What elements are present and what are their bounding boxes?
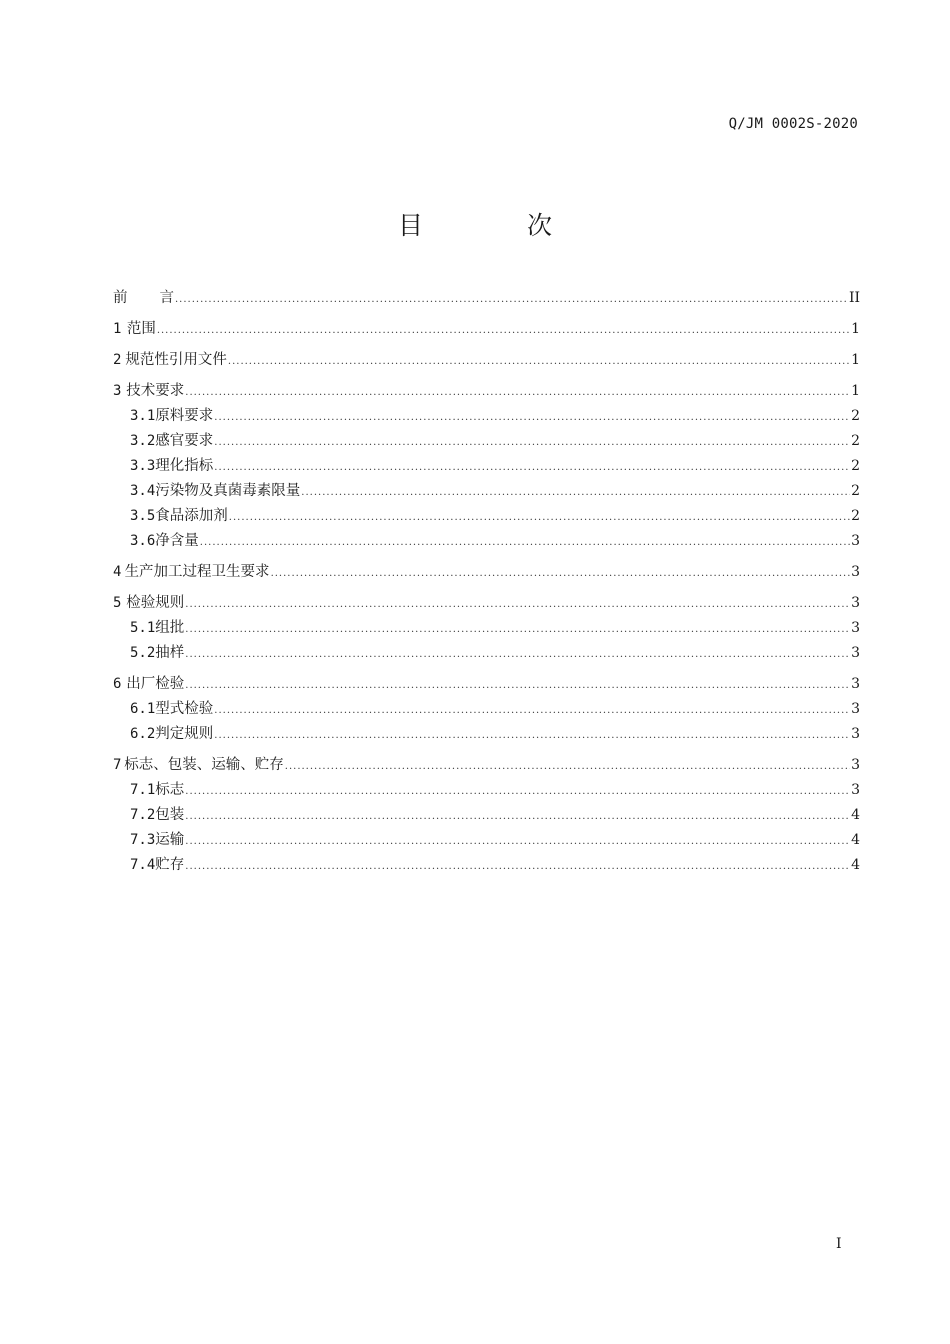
toc-dot-leader [228, 356, 850, 367]
toc-entry[interactable] [113, 479, 860, 504]
toc-entry-number: 7 [113, 757, 122, 773]
toc-entry-page: 4 [851, 807, 860, 823]
toc-entry-page: 2 [851, 433, 860, 449]
toc-entry-label: 原料要求 [155, 408, 214, 424]
toc-entry-number: 1 [113, 321, 122, 337]
toc-entry-page: 3 [851, 676, 860, 692]
toc-dot-leader [301, 487, 850, 498]
toc-dot-leader [185, 861, 850, 872]
toc-entry-label: 标志、包装、运输、贮存 [124, 757, 284, 773]
toc-entry-label: 抽样 [155, 645, 185, 661]
toc-entry[interactable] [113, 697, 860, 722]
toc-entry-number: 3.5 [130, 508, 156, 524]
toc-entry[interactable] [113, 722, 860, 747]
toc-entry-number: 6 [113, 676, 122, 692]
toc-entry-page: 1 [851, 321, 860, 337]
toc-dot-leader [271, 568, 851, 579]
toc-dot-leader [214, 462, 850, 473]
toc-dot-leader [157, 325, 850, 336]
toc-entry-label: 包装 [155, 807, 185, 823]
toc-title: 目 次 [398, 211, 600, 240]
toc-entry-number: 7.2 [130, 807, 156, 823]
toc-entry[interactable] [113, 529, 860, 554]
toc-entry-number: 4 [113, 564, 122, 580]
toc-entry-page: 3 [851, 620, 860, 636]
toc-entry[interactable] [113, 379, 860, 404]
toc-dot-leader [214, 437, 850, 448]
toc-entry-label: 生产加工过程卫生要求 [124, 564, 270, 580]
toc-entry-number: 6.2 [130, 726, 156, 742]
toc-entry-label: 食品添加剂 [155, 508, 228, 524]
toc-entry-page: 2 [851, 458, 860, 474]
toc-dot-leader [175, 294, 848, 305]
toc-entry-label: 贮存 [155, 857, 185, 873]
toc-entry-page: 3 [851, 564, 860, 580]
toc-entry[interactable] [113, 853, 860, 878]
toc-entry-label: 运输 [155, 832, 185, 848]
toc-entry[interactable] [113, 404, 860, 429]
toc-dot-leader [214, 730, 850, 741]
toc-entry-number: 3.2 [130, 433, 156, 449]
toc-entry[interactable] [113, 591, 860, 616]
toc-entry-number: 2 [113, 352, 122, 368]
toc-dot-leader [185, 624, 850, 635]
toc-entry-label: 规范性引用文件 [125, 352, 227, 368]
toc-entry-page: 2 [851, 483, 860, 499]
document-code: Q/JM 0002S-2020 [728, 116, 858, 132]
toc-entry-page: 3 [851, 701, 860, 717]
toc-entry[interactable] [113, 429, 860, 454]
toc-entry-number: 7.4 [130, 857, 156, 873]
toc-entry-label: 标志 [155, 782, 185, 798]
toc-dot-leader [285, 761, 850, 772]
toc-entry[interactable] [113, 672, 860, 697]
toc-entry-number: 3.3 [130, 458, 156, 474]
toc-entry-page: 3 [851, 645, 860, 661]
toc-dot-leader [185, 836, 850, 847]
toc-entry[interactable] [113, 454, 860, 479]
toc-entry[interactable] [113, 560, 860, 585]
toc-entry-page: 1 [851, 352, 860, 368]
toc-dot-leader [214, 705, 850, 716]
toc-entry[interactable] [113, 317, 860, 342]
toc-entry[interactable] [113, 753, 860, 778]
toc-entry-number: 3.1 [130, 408, 156, 424]
toc-entry-label: 感官要求 [155, 433, 214, 449]
toc-dot-leader [185, 680, 850, 691]
toc-entry[interactable] [113, 803, 860, 828]
toc-entry-label: 型式检验 [155, 701, 214, 717]
toc-entry-number: 3 [113, 383, 122, 399]
toc-entry[interactable] [113, 504, 860, 529]
toc-entry-page: 3 [851, 782, 860, 798]
toc-dot-leader [200, 537, 850, 548]
toc-entry-number: 6.1 [130, 701, 156, 717]
toc-entry-page: 2 [851, 408, 860, 424]
toc-entry[interactable] [113, 828, 860, 853]
toc-entry[interactable] [113, 286, 860, 311]
toc-entry-page: 3 [851, 726, 860, 742]
toc-entry-page: 2 [851, 508, 860, 524]
toc-entry-page: II [848, 290, 860, 306]
toc-entry-page: 1 [851, 383, 860, 399]
toc-dot-leader [185, 649, 850, 660]
toc-entry-number: 5 [113, 595, 122, 611]
page-number: I [836, 1236, 842, 1252]
toc-entry-number: 3.6 [130, 533, 156, 549]
toc-entry-label: 技术要求 [126, 383, 185, 399]
toc-entry-number: 7.1 [130, 782, 156, 798]
toc-dot-leader [185, 811, 850, 822]
toc-dot-leader [214, 412, 850, 423]
toc-entry-label: 范围 [126, 321, 156, 337]
toc-entry-label: 组批 [155, 620, 185, 636]
toc-entry-label: 判定规则 [155, 726, 214, 742]
toc-entry-label: 净含量 [155, 533, 199, 549]
toc-dot-leader [185, 599, 850, 610]
toc-entry-label: 出厂检验 [126, 676, 185, 692]
toc-entry-label: 检验规则 [126, 595, 185, 611]
toc-entry-number: 7.3 [130, 832, 156, 848]
toc-entry-page: 3 [851, 757, 860, 773]
toc-entry-label: 污染物及真菌毒素限量 [155, 483, 301, 499]
toc-entry-page: 3 [851, 533, 860, 549]
toc-entry[interactable] [113, 778, 860, 803]
toc-entry-number: 3.4 [130, 483, 156, 499]
toc-entry-label: 理化指标 [155, 458, 214, 474]
toc-dot-leader [185, 387, 850, 398]
toc-entry-number: 5.1 [130, 620, 156, 636]
toc-entry-page: 4 [851, 832, 860, 848]
toc-dot-leader [185, 786, 850, 797]
toc-entry[interactable] [113, 616, 860, 641]
toc-entry-page: 3 [851, 595, 860, 611]
toc-entry-label: 前言 [113, 290, 174, 306]
table-of-contents [113, 286, 860, 878]
toc-entry[interactable] [113, 348, 860, 373]
toc-entry-number: 5.2 [130, 645, 156, 661]
toc-entry[interactable] [113, 641, 860, 666]
toc-dot-leader [229, 512, 850, 523]
toc-entry-page: 4 [851, 857, 860, 873]
